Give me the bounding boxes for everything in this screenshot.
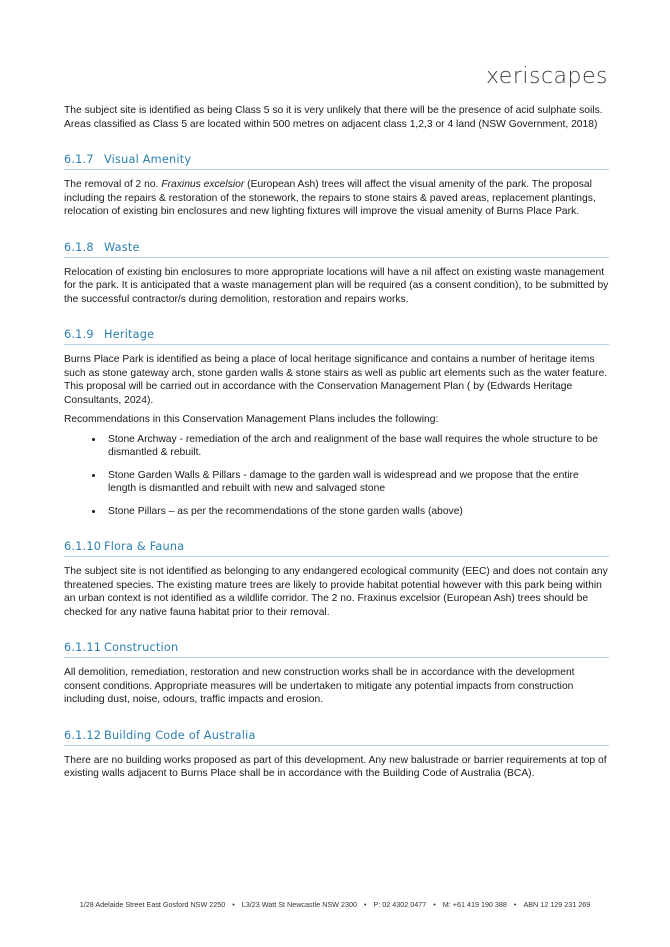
heritage-paragraph: Burns Place Park is identified as being a place of local heritage significance and contains a number of heritage items such as stone gateway arch, stone garden walls & stone stairs as well as public art elements such as the water feature. This proposal will be carried out in accordance with the Conservation Management Plan ( by (Edwards Heritage Consultants, 2024). <box>64 354 608 406</box>
section-heading-construction <box>64 641 609 658</box>
list-item: • Stone Archway - remediation of the arch and realignment of the base wall requires the whole structure to be dismantled & rebuilt. <box>104 433 609 460</box>
section-heading-heritage <box>64 328 609 345</box>
section-title: Building Code of Australia <box>104 728 256 742</box>
section-number: 6.1.11 <box>64 641 102 654</box>
text-run: (European Ash) trees will affect the visual amenity of the park. The proposal including the repairs & restoration of the stonework, the repairs to stone stairs & paved areas, replacement plantings, relocation of existing bin enclosures and new lighting fixtures will improve the visual amenity of Burns Place Park. <box>64 179 596 217</box>
section-construction <box>64 641 609 707</box>
page-footer <box>0 900 670 909</box>
list-item: • Stone Pillars – as per the recommendations of the stone garden walls (above) <box>104 505 609 519</box>
section-visual-amenity <box>64 153 609 219</box>
section-title: Waste <box>104 240 140 254</box>
company-logo: xeriscapes <box>485 64 608 89</box>
section-heading-building-code <box>64 729 609 746</box>
section-heading-waste <box>64 241 609 258</box>
section-heading-flora-fauna <box>64 540 609 557</box>
construction-paragraph: All demolition, remediation, restoration and new construction works shall be in accordance with the development consent conditions. Appropriate measures will be undertaken to mitigate any potential impacts from construction including dust, noise, odours, traffic impacts and erosion. <box>64 667 575 705</box>
footer-separator: • <box>363 900 367 909</box>
section-number: 6.1.9 <box>64 328 94 341</box>
footer-mobile: M: +61 419 190 388 <box>442 900 507 909</box>
section-flora-fauna <box>64 540 609 619</box>
species-name: Fraxinus excelsior <box>161 179 245 190</box>
section-number: 6.1.10 <box>64 540 102 553</box>
intro-paragraph: The subject site is identified as being Class 5 so it is very unlikely that there will be the presence of acid sulphate soils. Areas classified as Class 5 are located within 500 metres on adjacent class 1,2,3 or 4 land (NSW Government, 2018) <box>64 105 603 130</box>
section-heritage <box>64 328 609 518</box>
page-content <box>64 104 609 787</box>
footer-address-gosford: 1/28 Adelaide Street East Gosford NSW 2250 <box>79 900 226 909</box>
section-number: 6.1.12 <box>64 728 102 742</box>
footer-abn: ABN 12 129 231 269 <box>523 900 591 909</box>
section-heading-visual-amenity <box>64 153 609 170</box>
footer-separator: • <box>513 900 517 909</box>
text-run: The removal of 2 no. <box>64 179 162 190</box>
heritage-recommendations-list <box>64 433 609 519</box>
heritage-recommendations-intro: Recommendations in this Conservation Management Plans includes the following: <box>64 414 439 425</box>
building-code-paragraph: There are no building works proposed as part of this development. Any new balustrade or barrier requirements at top of existing walls adjacent to Burns Place shall be in accordance with the Building Code of Australia (BCA). <box>64 754 607 779</box>
section-number: 6.1.7 <box>64 153 94 166</box>
section-title: Construction <box>104 641 179 654</box>
visual-amenity-paragraph <box>64 178 609 219</box>
footer-separator: • <box>433 900 436 909</box>
flora-fauna-paragraph: The subject site is not identified as belonging to any endangered ecological community (EEC) and does not contain any threatened species. The existing mature trees are likely to provide habitat potential however with this park being within an urban context is not identified as a wildlife corridor. The 2 no. Fraxinus excelsior (European Ash) trees should be checked for any native fauna habitat prior to their removal. <box>64 566 608 618</box>
section-title: Flora & Fauna <box>104 540 185 553</box>
section-number: 6.1.8 <box>64 240 94 254</box>
footer-separator: • <box>232 900 235 909</box>
section-waste <box>64 241 609 307</box>
section-building-code <box>64 729 609 781</box>
section-title: Visual Amenity <box>104 153 192 166</box>
waste-paragraph: Relocation of existing bin enclosures to more appropriate locations will have a nil affect on existing waste management for the park. It is anticipated that a waste management plan will be required (as a consent condition), to be submitted by the successful contractor/s during demolition, restoration and repairs works. <box>64 266 609 305</box>
section-title: Heritage <box>104 328 155 341</box>
footer-address-newcastle: L3/23 Watt St Newcastle NSW 2300 <box>241 900 357 909</box>
list-item: • Stone Garden Walls & Pillars - damage to the garden wall is widespread and we propose that the entire length is dismantled and rebuilt with new and salvaged stone <box>104 469 609 496</box>
footer-phone: P: 02 4302 0477 <box>373 900 427 909</box>
